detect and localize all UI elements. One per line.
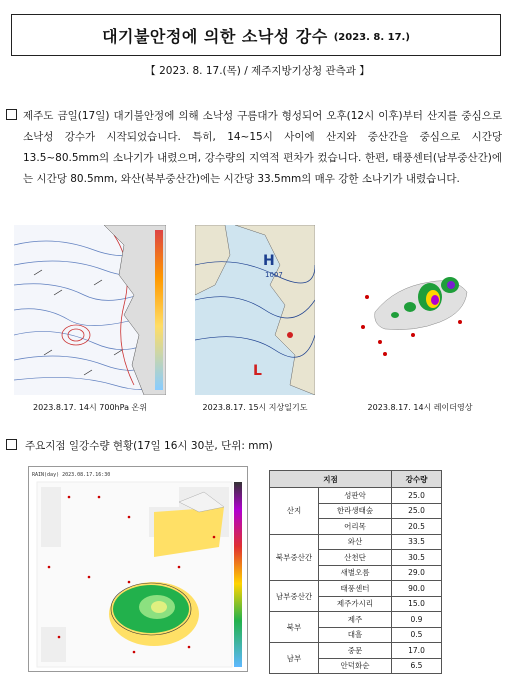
rainfall-table <box>269 470 442 674</box>
station-cell: 어리목 <box>319 519 392 535</box>
low-pressure-label: L <box>253 363 262 379</box>
weather-chart-image <box>14 225 166 395</box>
rainfall-map <box>28 466 248 672</box>
section-title <box>6 438 273 453</box>
summary-text: 제주도 금일(17일) 대기불안정에 의해 소낙성 구름대가 형성되어 오후(12시 이후)부터 산지를 중심으로 소낙성 강수가 시작되었습니다. 특히, 14~15시 사이에 산지와 중산간을 중심으로 시간당 13.5~80.5mm의 소나기가 내렸으며, 강수량의 지역적 편차가 컸습니다. 한편, 태풍센터(남부중산간)에는 시간당 80.5mm, 와산(북부중산간)에는 시간당 33.5mm의 매우 강한 소나기가 내렸습니다. <box>23 110 502 185</box>
title-date: (2023. 8. 17.) <box>333 31 410 43</box>
table-row <box>270 643 442 659</box>
rainfall-map-image <box>29 467 248 672</box>
station-cell: 한라생태숲 <box>319 503 392 519</box>
figure-700hpa-chart <box>14 225 166 395</box>
rain-map-header: RAIN(day) 2023.08.17.16:30 <box>32 472 111 478</box>
rainfall-cell: 25.0 <box>392 503 442 519</box>
page-title: 대기불안정에 의한 소낙성 강수 <box>102 26 328 46</box>
table-row <box>270 534 442 550</box>
station-cell: 대흘 <box>319 627 392 643</box>
figure-700hpa-caption: 2023.8.17. 14시 700hPa 온위 <box>33 403 147 412</box>
figure-radar-caption: 2023.8.17. 14시 레이더영상 <box>367 403 473 412</box>
high-pressure-label: H <box>263 253 275 269</box>
station-cell: 제주 <box>319 612 392 628</box>
section-title-text: 주요지점 일강수량 현황(17일 16시 30분, 단위: mm) <box>25 440 273 452</box>
figure-radar-image <box>355 257 480 362</box>
region-cell: 북부중산간 <box>270 534 319 581</box>
radar-image <box>355 257 480 362</box>
station-cell: 성판악 <box>319 488 392 504</box>
rainfall-cell: 0.5 <box>392 627 442 643</box>
summary-section <box>6 106 502 190</box>
checkbox-bullet-icon <box>6 439 17 450</box>
station-cell: 중문 <box>319 643 392 659</box>
checkbox-bullet-icon <box>6 109 17 120</box>
rainfall-cell: 0.9 <box>392 612 442 628</box>
rainfall-cell: 30.5 <box>392 550 442 566</box>
report-subtitle: 【 2023. 8. 17.(목) / 제주지방기상청 관측과 】 <box>145 65 370 77</box>
rainfall-cell: 17.0 <box>392 643 442 659</box>
table-row <box>270 581 442 597</box>
rainfall-cell: 90.0 <box>392 581 442 597</box>
rainfall-cell: 15.0 <box>392 596 442 612</box>
station-cell: 와산 <box>319 534 392 550</box>
station-cell: 산천단 <box>319 550 392 566</box>
station-cell: 태풍센터 <box>319 581 392 597</box>
region-cell: 남부 <box>270 643 319 674</box>
station-cell: 안덕화순 <box>319 658 392 674</box>
surface-chart-image <box>195 225 315 395</box>
table-body <box>270 488 442 674</box>
rainfall-cell: 6.5 <box>392 658 442 674</box>
rainfall-cell: 20.5 <box>392 519 442 535</box>
pressure-value-label: 1007 <box>265 271 283 279</box>
figure-surface-caption: 2023.8.17. 15시 지상일기도 <box>202 403 308 412</box>
table-row <box>270 612 442 628</box>
table-header-rainfall: 강수량 <box>392 471 442 488</box>
rainfall-cell: 33.5 <box>392 534 442 550</box>
region-cell: 남부중산간 <box>270 581 319 612</box>
table-row <box>270 488 442 504</box>
region-cell: 산지 <box>270 488 319 535</box>
rainfall-cell: 29.0 <box>392 565 442 581</box>
rainfall-cell: 25.0 <box>392 488 442 504</box>
station-cell: 제주가시리 <box>319 596 392 612</box>
table-header-station: 지점 <box>270 471 392 488</box>
region-cell: 북부 <box>270 612 319 643</box>
station-cell: 새별오름 <box>319 565 392 581</box>
figure-surface-chart <box>195 225 315 395</box>
title-box <box>11 14 501 56</box>
